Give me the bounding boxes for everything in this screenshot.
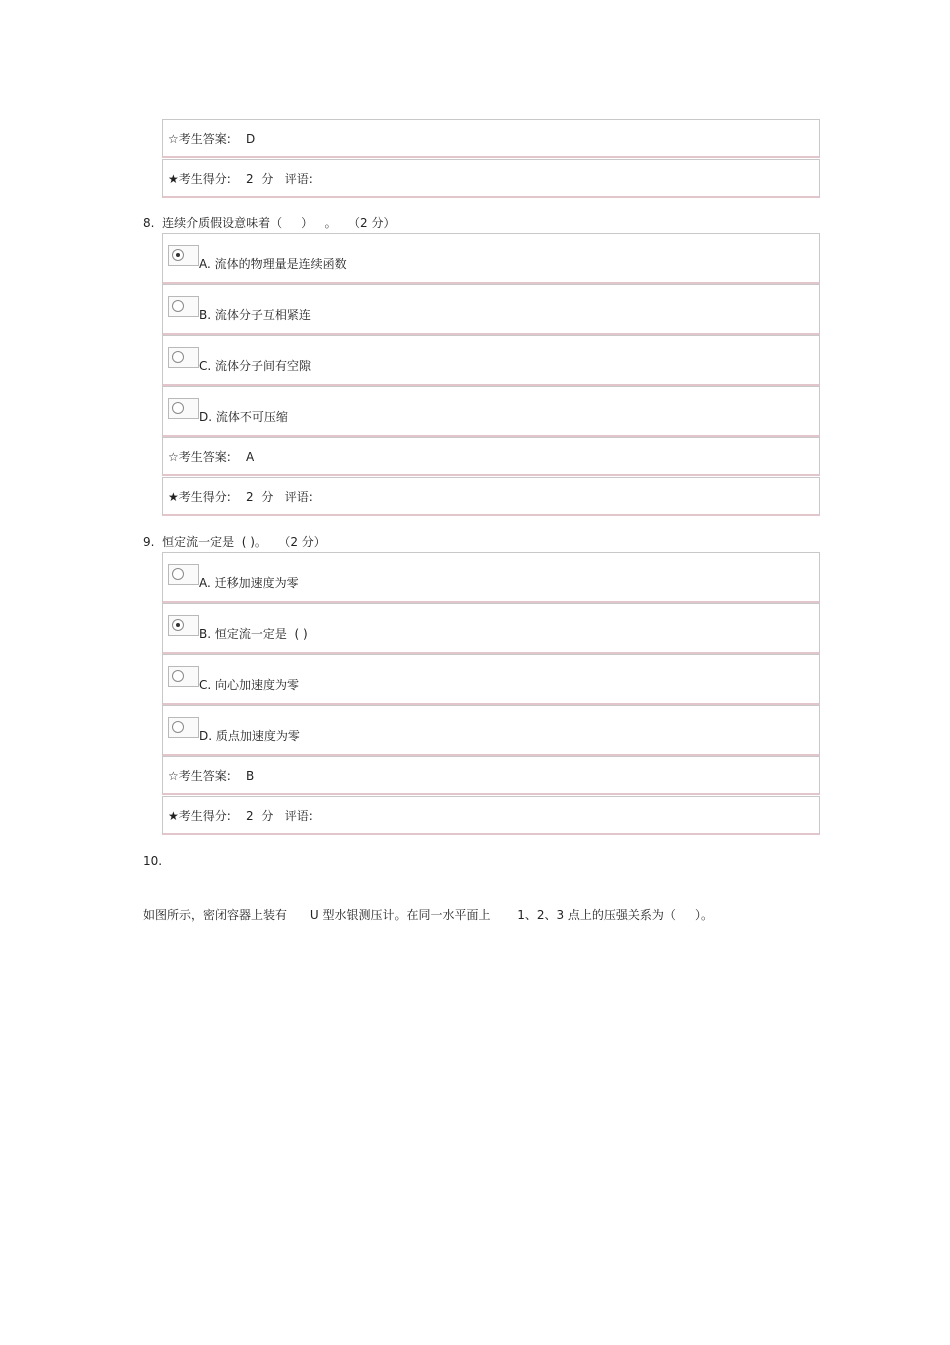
option-row[interactable] [162, 386, 820, 437]
radio-button[interactable] [168, 245, 199, 266]
answer-row [162, 756, 820, 795]
option-row[interactable] [162, 654, 820, 705]
option-row[interactable] [162, 603, 820, 654]
radio-button[interactable] [168, 615, 199, 636]
score-row [162, 477, 820, 516]
option-row[interactable] [162, 284, 820, 335]
option-row[interactable] [162, 335, 820, 386]
option-label: A. 流体的物理量是连续函数 [199, 257, 347, 271]
option-label: D. 质点加速度为零 [199, 729, 300, 743]
student-score: ★考生得分: 2 分 评语: [168, 490, 313, 504]
option-label: B. 流体分子互相紧连 [199, 308, 311, 322]
option-label: B. 恒定流一定是 ( ) [199, 627, 308, 641]
option-row[interactable] [162, 705, 820, 756]
question-9-title: 9. 恒定流一定是 ( )。 （2 分） [143, 535, 326, 549]
option-label: A. 迁移加速度为零 [199, 576, 299, 590]
radio-button[interactable] [168, 296, 199, 317]
question-10-number: 10. [143, 854, 163, 868]
option-label: C. 流体分子间有空隙 [199, 359, 312, 373]
option-row[interactable] [162, 233, 820, 284]
question-8-title: 8. 连续介质假设意味着（ ） 。 （2 分） [143, 216, 396, 230]
radio-button[interactable] [168, 347, 199, 368]
score-row [162, 159, 820, 198]
student-score: ★考生得分: 2 分 评语: [168, 809, 313, 823]
radio-button[interactable] [168, 564, 199, 585]
answer-row [162, 437, 820, 476]
student-answer: ☆考生答案: D [168, 132, 256, 146]
option-label: C. 向心加速度为零 [199, 678, 300, 692]
answer-row [162, 119, 820, 158]
option-label: D. 流体不可压缩 [199, 410, 288, 424]
radio-button[interactable] [168, 398, 199, 419]
student-answer: ☆考生答案: B [168, 769, 255, 783]
radio-button[interactable] [168, 717, 199, 738]
option-row[interactable] [162, 552, 820, 603]
question-10-text: 如图所示，密闭容器上装有 U 型水银测压计。在同一水平面上 1、2、3 点上的压强关系为（ ）。 [143, 908, 713, 922]
student-answer: ☆考生答案: A [168, 450, 255, 464]
radio-button[interactable] [168, 666, 199, 687]
score-row [162, 796, 820, 835]
student-score: ★考生得分: 2 分 评语: [168, 172, 313, 186]
